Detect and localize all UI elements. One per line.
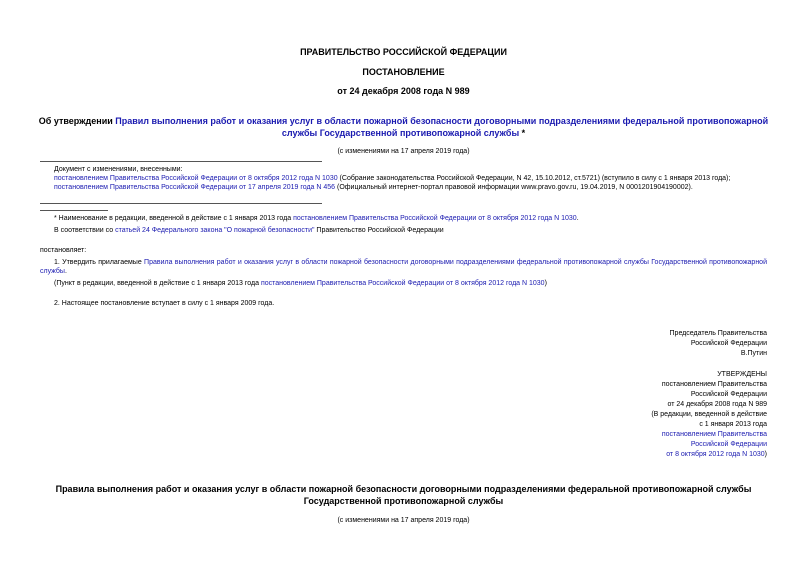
amendment-text: (Официальный интернет-портал правовой информации www.pravo.gov.ru, 19.04.2019, N 0001201904190002). — [335, 184, 693, 191]
title-prefix: Об утверждении — [38, 116, 116, 126]
point-1-pre: 1. Утвердить прилагаемые — [54, 259, 145, 266]
approved-line: постановлением Правительства — [661, 381, 767, 388]
approved-line: (В редакции, введенной в действие — [651, 411, 767, 418]
amendment-text: (Собрание законодательства Российской Федерации, N 42, 15.10.2012, ст.5721) (вступило в силу с 1 января 2013 года); — [337, 175, 731, 182]
title-suffix: * — [519, 128, 526, 138]
footnote-link[interactable]: постановлением Правительства Российской Федерации от 8 октября 2012 года N 1030 — [293, 215, 577, 222]
point-1-note — [54, 279, 774, 288]
note-post: ) — [544, 280, 547, 287]
signature-block — [670, 329, 767, 358]
divider — [40, 203, 322, 204]
signature-title: Председатель Правительства — [669, 330, 767, 337]
doc-type-heading: ПОСТАНОВЛЕНИЕ — [362, 67, 445, 77]
rules-revision-note: (с изменениями на 17 апреля 2019 года) — [337, 517, 470, 524]
government-heading: ПРАВИТЕЛЬСТВО РОССИЙСКОЙ ФЕДЕРАЦИИ — [300, 47, 507, 57]
approved-close: ) — [764, 451, 767, 458]
approval-block — [651, 370, 767, 460]
point-1-post: . — [64, 268, 67, 275]
footnote-divider — [40, 210, 108, 211]
rules-title — [0, 483, 807, 507]
note-link[interactable]: постановлением Правительства Российской Федерации от 8 октября 2012 года N 1030 — [260, 280, 545, 287]
approved-link[interactable]: Российской Федерации — [690, 441, 767, 448]
divider — [40, 161, 322, 162]
note-pre: (Пункт в редакции, введенной в действие с 1 января 2013 года — [54, 280, 261, 287]
point-1 — [40, 258, 767, 276]
title-link[interactable]: Правил выполнения работ и оказания услуг в области пожарной безопасности договорными подразделениями федеральной противопожарной службы Государственной противопожарной службы — [115, 116, 769, 138]
signature-name: В.Путин — [740, 350, 767, 357]
amendments-intro: Документ с изменениями, внесенными: — [54, 166, 183, 173]
footnote-text: * Наименование в редакции, введенной в действие с 1 января 2013 года — [54, 215, 294, 222]
approved-line: с 1 января 2013 года — [699, 421, 767, 428]
approved-link-line — [651, 450, 767, 460]
law-article-link[interactable]: статьей 24 Федерального закона "О пожарной безопасности" — [115, 227, 315, 234]
resolves-label: постановляет: — [40, 247, 87, 254]
footnote — [54, 214, 774, 223]
basis-post: Правительство Российской Федерации — [314, 227, 444, 234]
footnote-end: . — [576, 215, 579, 222]
amendment-link[interactable]: постановлением Правительства Российской Федерации от 17 апреля 2019 года N 456 — [54, 184, 336, 191]
approved-label: УТВЕРЖДЕНЫ — [717, 371, 767, 378]
amendment-link[interactable]: постановлением Правительства Российской Федерации от 8 октября 2012 года N 1030 — [54, 175, 338, 182]
document-title — [30, 115, 777, 139]
basis-pre: В соответствии со — [54, 227, 116, 234]
point-2: 2. Настоящее постановление вступает в силу с 1 января 2009 года. — [54, 300, 275, 307]
revision-note: (с изменениями на 17 апреля 2019 года) — [337, 148, 470, 155]
approved-link[interactable]: постановлением Правительства — [661, 431, 767, 438]
approved-link[interactable]: от 8 октября 2012 года N 1030 — [666, 451, 765, 458]
date-number-heading: от 24 декабря 2008 года N 989 — [337, 86, 470, 96]
rules-link[interactable]: Правила выполнения работ и оказания услуг в области пожарной безопасности договорными подразделениями федеральной противопожарной службы Государственной противопожарной службы — [40, 259, 767, 275]
amendment-item — [54, 183, 774, 192]
amendment-item — [54, 174, 774, 183]
approved-line: от 24 декабря 2008 года N 989 — [667, 401, 767, 408]
basis-paragraph — [54, 226, 774, 235]
rules-title-line: Государственной противопожарной службы — [303, 496, 504, 506]
amendments-block — [54, 165, 774, 192]
rules-title-line: Правила выполнения работ и оказания услуг в области пожарной безопасности договорными подразделениями федеральной противопожарной службы — [55, 484, 752, 494]
approved-line: Российской Федерации — [690, 391, 767, 398]
signature-org: Российской Федерации — [690, 340, 767, 347]
